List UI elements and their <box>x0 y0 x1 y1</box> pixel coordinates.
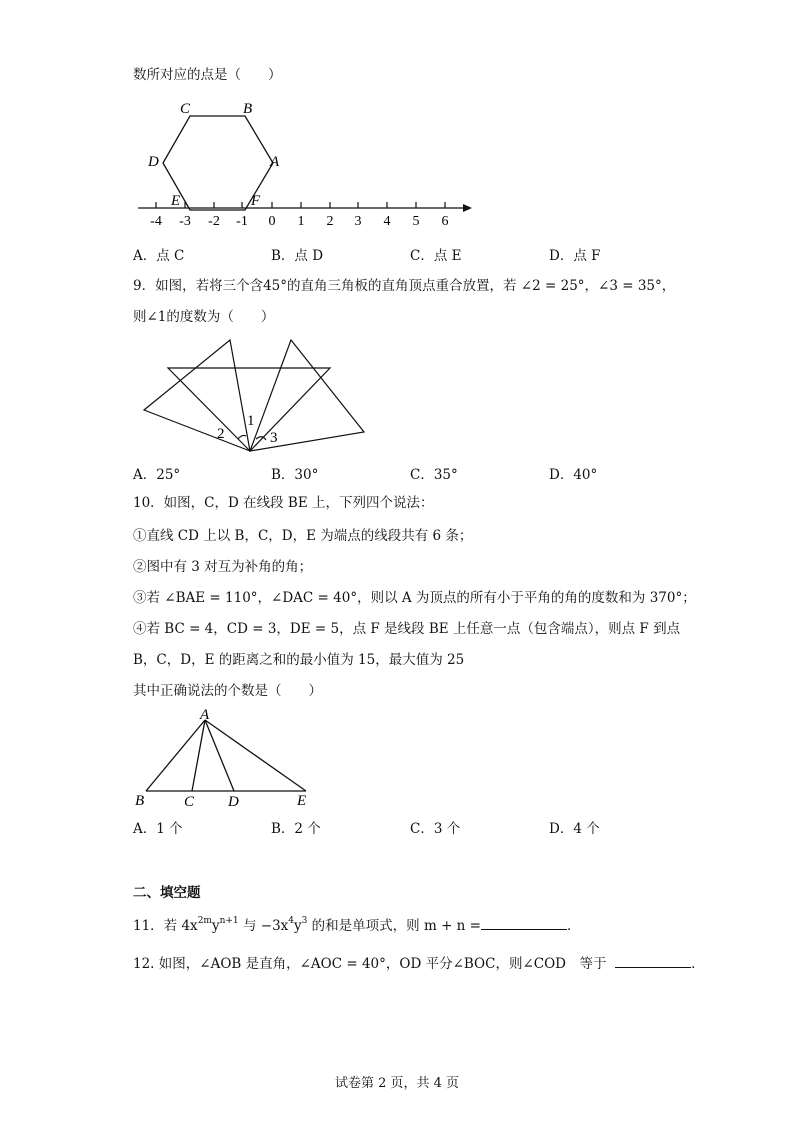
q11-mid: 与 −3x <box>238 918 289 934</box>
q10-statement-4b: B，C，D，E 的距离之和的最小值为 15，最大值为 25 <box>133 652 465 668</box>
q9-option-d[interactable]: D．40° <box>549 467 598 483</box>
q8-option-a[interactable]: A．点 C <box>133 248 185 264</box>
q11-exp-4: 4 <box>288 916 295 926</box>
q10-option-d[interactable]: D．4 个 <box>549 821 600 837</box>
q12-text: 12. 如图，∠AOB 是直角，∠AOC = 40°，OD 平分∠BOC，则∠COD 等于 <box>133 956 607 972</box>
section-heading: 二、填空题 <box>133 885 201 901</box>
label-B: B <box>243 101 253 117</box>
q8-option-c[interactable]: C．点 E <box>410 248 462 264</box>
tick-label: -1 <box>236 214 248 229</box>
label-A: A <box>270 154 280 170</box>
number-line-arrow <box>463 204 472 212</box>
q10-option-b[interactable]: B．2 个 <box>271 821 321 837</box>
q8-stem-tail: 数所对应的点是（ ） <box>133 67 282 83</box>
q11-answer-blank[interactable] <box>481 915 567 930</box>
tick-label: 3 <box>354 214 362 229</box>
q10-statement-1: ①直线 CD 上以 B，C，D，E 为端点的线段共有 6 条； <box>133 528 473 544</box>
tick-label: 6 <box>441 214 449 229</box>
q11-exp-2m: 2m <box>197 916 212 926</box>
label-A: A <box>200 707 210 723</box>
angle-label-2: 2 <box>217 426 225 442</box>
label-C: C <box>180 101 191 117</box>
q9-triangles-figure <box>138 336 368 456</box>
q12-end: ． <box>691 956 705 972</box>
label-E: E <box>297 793 307 809</box>
label-E: E <box>171 193 181 209</box>
angle-label-3: 3 <box>270 430 278 446</box>
tick-label: 5 <box>412 214 420 229</box>
tick-label: -2 <box>208 214 220 229</box>
angle-label-1: 1 <box>247 413 255 429</box>
q10-triangle-figure <box>130 706 320 810</box>
triangle-3 <box>250 340 364 451</box>
label-F: F <box>251 193 261 209</box>
angle-2-arc <box>238 435 246 439</box>
q10-statement-4a: ④若 BC = 4，CD = 3，DE = 5，点 F 是线段 BE 上任意一点（包含端点），则点 F 到点 <box>133 621 681 637</box>
q10-statement-2: ②图中有 3 对互为补角的角； <box>133 559 313 575</box>
q8-option-d[interactable]: D．点 F <box>549 248 601 264</box>
q12-answer-blank[interactable] <box>615 953 691 968</box>
segment-AB <box>146 720 205 791</box>
q12-stem <box>133 953 705 973</box>
q11-suffix: 的和是单项式，则 m + n = <box>307 918 481 934</box>
page-footer: 试卷第 2 页，共 4 页 <box>334 1076 460 1091</box>
segment-AC <box>192 720 205 791</box>
tick-label: -3 <box>179 214 191 229</box>
triangle-2 <box>168 368 330 451</box>
label-B: B <box>135 793 145 809</box>
q9-option-a[interactable]: A．25° <box>133 467 181 483</box>
q10-option-c[interactable]: C．3 个 <box>410 821 461 837</box>
q8-option-b[interactable]: B．点 D <box>271 248 324 264</box>
q11-prefix: 11．若 4x <box>133 918 198 934</box>
label-D: D <box>228 794 239 810</box>
q8-hexagon-numberline-figure <box>130 96 480 231</box>
q11-exp-n1: n+1 <box>219 916 239 926</box>
tick-label: 0 <box>268 214 276 229</box>
q9-stem-line1: 9．如图，若将三个含45°的直角三角板的直角顶点重合放置，若 ∠2 = 25°，∠3 = 35°， <box>133 278 676 294</box>
q11-end: ． <box>566 918 581 934</box>
tick-label: 1 <box>297 214 305 229</box>
tick-label: -4 <box>150 214 162 229</box>
q10-stem: 10．如图，C，D 在线段 BE 上，下列四个说法： <box>133 495 434 511</box>
q10-question: 其中正确说法的个数是（ ） <box>133 683 322 699</box>
q10-option-a[interactable]: A．1 个 <box>133 821 183 837</box>
tick-label: 4 <box>383 214 391 229</box>
q9-stem-line2: 则∠1的度数为（ ） <box>133 309 275 325</box>
tick-label: 2 <box>326 214 334 229</box>
q9-option-c[interactable]: C．35° <box>410 467 458 483</box>
q9-option-b[interactable]: B．30° <box>271 467 319 483</box>
label-D: D <box>148 154 159 170</box>
q11-stem <box>133 915 580 935</box>
q10-statement-3: ③若 ∠BAE = 110°，∠DAC = 40°，则以 A 为顶点的所有小于平角的角的度数和为 370°； <box>133 590 696 606</box>
q11-y1: y <box>211 918 220 934</box>
q11-y2: y <box>294 918 302 934</box>
label-C: C <box>184 794 195 810</box>
q11-exp-3: 3 <box>301 916 308 926</box>
